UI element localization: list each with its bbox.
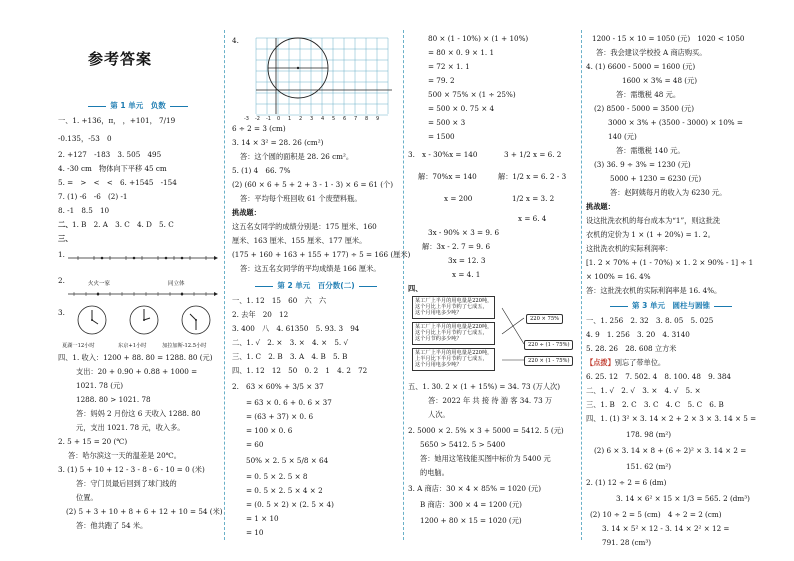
formula-box: 220 × 75% [526, 314, 563, 324]
axis-tick-label: 3 [310, 116, 314, 122]
answer-column-1 [58, 0, 223, 561]
answer-line: 三、1. C 2. B 3. A 4. B 5. B [232, 352, 348, 361]
answer-line: 二、1. √ 2. × 3. × 4. × 5. √ [232, 338, 349, 347]
number-line-1 [68, 246, 218, 266]
answer-line: 衣机的定价为 1 × (1 + 20%) = 1. 2。 [586, 230, 715, 239]
answer-line: 四、1. 12 12 50 0. 2 1 4. 2 72 [232, 366, 368, 375]
answer-line: (2) 6 × 3. 14 × 8 + (6 ÷ 2)² × 3. 14 × 2 = [594, 446, 747, 455]
answer-line: 2. +127 -183 3. 505 495 [58, 150, 162, 159]
answer-line: 解：3x - 2. 7 = 9. 6 [422, 242, 491, 251]
answer-line: 3. A 商店：30 × 4 × 85% = 1020 (元) [408, 484, 542, 493]
axis-tick-label: 6 [343, 116, 347, 122]
answer-line: = 10 [246, 528, 264, 537]
answer-line: 1200 - 15 × 10 = 1050 (元) 1020 < 1050 [592, 34, 745, 43]
column-divider [224, 30, 225, 540]
axis-tick-label: 2 [299, 116, 303, 122]
column-divider [403, 30, 404, 540]
answer-line: (2) 5 + 3 + 10 + 8 + 6 + 12 + 10 = 54 (米) [66, 507, 223, 516]
answer-line: 50% × 2. 5 × 5/8 × 64 [246, 456, 329, 465]
axis-tick-label: -3 [244, 116, 249, 122]
answer-line: 5. = > < < 6. +1545 -154 [58, 178, 177, 187]
answer-line: 6. 25. 12 7. 502. 4 8. 100. 48 9. 384 [586, 372, 732, 381]
matching-lines [502, 300, 526, 370]
answer-line: 五、1. 30. 2 × (1 + 15%) = 34. 73 (万人次) [408, 382, 561, 391]
answer-line: 一、1. 256 2. 32 3. 8. 05 5. 025 [586, 316, 714, 325]
number-line-label: 火火一家 [88, 281, 111, 287]
answer-line: 8. -1 8.5 10 [58, 206, 110, 215]
answer-line: 178. 98 (m²) [626, 430, 672, 439]
answer-line: 答：这五名女同学的平均成绩是 166 厘米。 [240, 264, 381, 273]
clock-label: 加拉加斯-12.5小时 [162, 343, 207, 349]
formula-box: 220 ÷ (1 - 75%) [524, 340, 573, 350]
section-title: 第 3 单元 圆柱与圆锥 [586, 300, 756, 311]
number-line-label: 同立体 [168, 281, 185, 287]
formula-box: 220 × (1 - 75%) [524, 356, 573, 366]
answer-line: 一、1. +136，π， ，+101， 7/19 [58, 116, 176, 125]
answer-line: 3. 14 × 3² = 28. 26 (cm²) [232, 138, 324, 147]
answer-line: 500 × 75% × (1 ÷ 25%) [428, 90, 516, 99]
circle-grid-diagram [246, 36, 396, 122]
answer-line: = (63 + 37) × 0. 6 [246, 412, 314, 421]
section-title: 第 1 单元 负数 [58, 100, 218, 111]
answer-line: 1/2 x = 3. 2 [512, 194, 555, 203]
answer-line: 2. 5 + 15 = 20 (℃) [58, 437, 128, 446]
answer-line: 厘米、163 厘米、155 厘米、177 厘米。 [232, 236, 367, 245]
answer-line: 支出：20 + 0.90 + 0.88 + 1000 = [76, 367, 198, 376]
answer-line: 2. 5000 × 2. 5% × 3 + 5000 = 5412. 5 (元) [408, 426, 564, 435]
answer-line: (2) 10 ÷ 2 = 5 (cm) 4 ÷ 2 = 2 (cm) [590, 510, 722, 519]
clock-faces [72, 304, 218, 340]
answer-line: (2) 8500 - 5000 = 3500 (元) [594, 104, 695, 113]
answer-line: 挑战题： [232, 208, 261, 217]
answer-line: = 63 × 0. 6 + 0. 6 × 37 [246, 398, 332, 407]
answer-line: 80 × (1 - 10%) × (1 + 10%) [428, 34, 529, 43]
answer-line: 1021. 78 (元) [76, 381, 124, 390]
answer-line: 三、 [58, 234, 73, 243]
answer-line: = 500 × 0. 75 × 4 [428, 104, 495, 113]
answer-line: × 100% = 16. 4% [586, 272, 651, 281]
answer-line: 2. (1) 12 ÷ 2 = 6 (dm) [586, 478, 667, 487]
answer-line: 3. 400 八 4. 61350 5. 93. 3 94 [232, 324, 360, 333]
column-divider [581, 30, 582, 540]
answer-line: [1. 2 × 70% + (1 - 70%) × 1. 2 × 90% - 1] ÷ 1 [586, 258, 754, 267]
answer-line: 2. 去年 20 12 [232, 310, 289, 319]
answer-line: 四、1. 收入：1200 + 88. 80 = 1288. 80 (元) [58, 353, 213, 362]
answer-line: 3. (1) 5 + 10 + 12 - 3 - 8 - 6 - 10 = 0 (米) [58, 465, 205, 474]
answer-line: 解：1/2 x = 6. 2 - 3 [498, 172, 567, 181]
answer-line: = 72 × 1. 1 [428, 62, 470, 71]
word-problem-box: 某工厂上半月的用电量是220吨， 这个月比上半月节约了七成五， 这个月节约多少吨？ [412, 322, 495, 345]
number-line-2 [68, 284, 218, 302]
answer-line: 5. 28. 26 28. 608 立方米 [586, 344, 677, 353]
answer-line: -0.135，-53 0 [58, 134, 112, 143]
answer-line: 四、 [408, 284, 423, 293]
answer-line: 位置。 [76, 493, 98, 502]
answer-line: 1288. 80 > 1021. 78 [76, 395, 151, 404]
axis-tick-label: 9 [376, 116, 380, 122]
answer-line: 4. [232, 36, 239, 45]
axis-tick-label: 8 [365, 116, 369, 122]
answer-line: x = 6. 4 [518, 214, 547, 223]
axis-tick-label: 0 [277, 116, 281, 122]
answer-line: 挑战题： [586, 202, 615, 211]
answer-line: = (0. 5 × 2) × (2. 5 × 4) [246, 500, 334, 509]
answer-line: 答：需缴税 48 元。 [616, 90, 681, 99]
answer-line: B 商店：300 × 4 = 1200 (元) [420, 500, 522, 509]
answer-line: 1. B 2. A 3. C 4. D 5. C [72, 220, 174, 229]
answer-line: 7. (1) -6 -6 (2) -1 [58, 192, 128, 201]
answer-line: 二、 [58, 220, 73, 229]
page-title: 参考答案 [88, 50, 153, 68]
answer-line: = 60 [246, 440, 264, 449]
answer-line: 答：他共跑了 54 米。 [76, 521, 148, 530]
answer-line: 答：2022 年 共 接 待 游 客 34. 73 万 [428, 396, 553, 405]
answer-line: 答：守门员最后回到了球门线的 [76, 479, 177, 488]
answer-column-2 [232, 0, 411, 561]
answer-line: 3. 14 × 5² × 12 - 3. 14 × 2² × 12 = [602, 524, 730, 533]
answer-column-4 [586, 0, 756, 561]
answer-line: 一、1. 12 15 60 六 六 [232, 296, 327, 305]
answer-line: = 1500 [428, 132, 455, 141]
answer-line: 4. 9 1. 256 3. 20 4. 3140 [586, 330, 690, 339]
axis-tick-label: 5 [332, 116, 336, 122]
axis-tick-label: -2 [255, 116, 260, 122]
clock-label: 夏湖一12小时 [62, 343, 95, 349]
answer-line: 3. 14 × 6² × 15 × 1/3 = 565. 2 (dm³) [616, 494, 750, 503]
answer-line: 四、1. (1) 3² × 3. 14 × 2 + 2 × 3 × 3. 14 × 5 = [586, 414, 757, 423]
axis-tick-label: 4 [321, 116, 325, 122]
answer-line: x = 4. 1 [452, 270, 481, 279]
answer-line: 791. 28 (cm³) [602, 538, 652, 547]
answer-line: 解：70%x = 140 [418, 172, 477, 181]
answer-line: 答：妈妈 2 月份这 6 天收入 1288. 80 [76, 409, 201, 418]
answer-line: = 79. 2 [428, 76, 455, 85]
answer-line: (2) (60 × 6 + 5 + 2 + 3 - 1 - 3) × 6 = 61 (个) [232, 180, 394, 189]
word-problem-box: 某工厂上半月的用电量是220吨， 上半月比下半月节约了七成五， 这个月用电多少吨？ [412, 348, 495, 371]
answer-line [586, 358, 665, 367]
clock-label: 东京+1小时 [118, 343, 147, 349]
answer-line: 6 ÷ 2 = 3 (cm) [232, 124, 286, 133]
answer-line: 5650 > 5412. 5 > 5400 [420, 440, 506, 449]
answer-line: 答：这个圆的面积是 28. 26 cm²。 [240, 152, 354, 161]
answer-line: 三、1. B 2. C 3. C 4. C 5. C 6. B [586, 400, 724, 409]
answer-line: (175 + 160 + 163 + 155 + 177) ÷ 5 = 166 (厘米) [232, 250, 411, 259]
answer-line: 3. x - 30%x = 140 [408, 150, 478, 159]
answer-line: 3 + 1/2 x = 6. 2 [504, 150, 562, 159]
answer-line: 3x - 90% × 3 = 9. 6 [428, 228, 500, 237]
answer-line: 3000 × 3% + (3500 - 3000) × 10% = [608, 118, 743, 127]
answer-line: 答：需缴税 140 元。 [616, 146, 685, 155]
answer-line: 3. [58, 308, 65, 317]
answer-line: 3x = 12. 3 [448, 256, 486, 265]
answer-line: 4. -30 cm 物体向下平移 45 cm [58, 164, 167, 173]
answer-line: = 1 × 10 [246, 514, 279, 523]
answer-line: 5000 + 1230 = 6230 (元) [610, 174, 702, 183]
answer-line: 答：我会建议学校投 A 商店购买。 [596, 48, 707, 57]
answer-line: 5. (1) 4 66. 7% [232, 166, 291, 175]
answer-line: 151. 62 (m²) [626, 462, 672, 471]
answer-line: = 500 × 3 [428, 118, 466, 127]
answer-line: = 80 × 0. 9 × 1. 1 [428, 48, 495, 57]
answer-line: = 100 × 0. 6 [246, 426, 293, 435]
answer-line: 设这批洗衣机的每台成本为“1”，则这批洗 [586, 216, 721, 225]
answer-line: = 0. 5 × 2. 5 × 8 [246, 472, 308, 481]
answer-line: 1200 + 80 × 15 = 1020 (元) [420, 516, 522, 525]
answer-line: 答：哈尔滨这一天的温差是 20℃。 [68, 451, 181, 460]
answer-line: 1600 × 3% = 48 (元) [622, 76, 698, 85]
answer-line: 2. 63 × 60% + 3/5 × 37 [232, 382, 324, 391]
axis-tick-label: 7 [354, 116, 358, 122]
answer-line: x = 200 [444, 194, 473, 203]
answer-line: = 0. 5 × 2. 5 × 4 × 2 [246, 486, 323, 495]
answer-line: 1. [58, 250, 65, 259]
answer-line: 140 (元) [608, 132, 637, 141]
word-problem-box: 某工厂上半月的用电量是220吨， 这个月比上半月节约了七成五， 这个月用电多少吨？ [412, 296, 495, 319]
answer-line: 答：这批洗衣机的实际利润率是 16. 4%。 [586, 286, 722, 295]
answer-line: 这批洗衣机的实际利润率： [586, 244, 673, 253]
answer-column-3 [408, 0, 576, 561]
axis-tick-label: 1 [288, 116, 292, 122]
section-title: 第 2 单元 百分数(二) [232, 280, 400, 291]
answer-line: 这五名女同学的成绩分别是：175 厘米、160 [232, 222, 377, 231]
answer-line: (3) 36. 9 ÷ 3% = 1230 (元) [594, 160, 691, 169]
answer-line: 人次。 [428, 410, 450, 419]
answer-line: 元，支出 1021. 78 元，收入多。 [76, 423, 185, 432]
answer-line: 答：平均每个班回收 61 个废塑料瓶。 [240, 194, 362, 203]
answer-line: 的电脑。 [420, 468, 449, 477]
tip-label: 【点拨】 [586, 358, 615, 367]
answer-line: 二、1. √ 2. √ 3. × 4. √ 5. × [586, 386, 701, 395]
tip-text: 别忘了带单位。 [614, 358, 666, 367]
answer-line: 答：她用这笔钱能买图中标价为 5400 元 [420, 454, 551, 463]
answer-line: 2. [58, 276, 65, 285]
axis-tick-label: -1 [266, 116, 271, 122]
answer-line: 4. (1) 6600 - 5000 = 1600 (元) [586, 62, 696, 71]
answer-line: 答：赵阿姨每月的收入为 6230 元。 [610, 188, 727, 197]
